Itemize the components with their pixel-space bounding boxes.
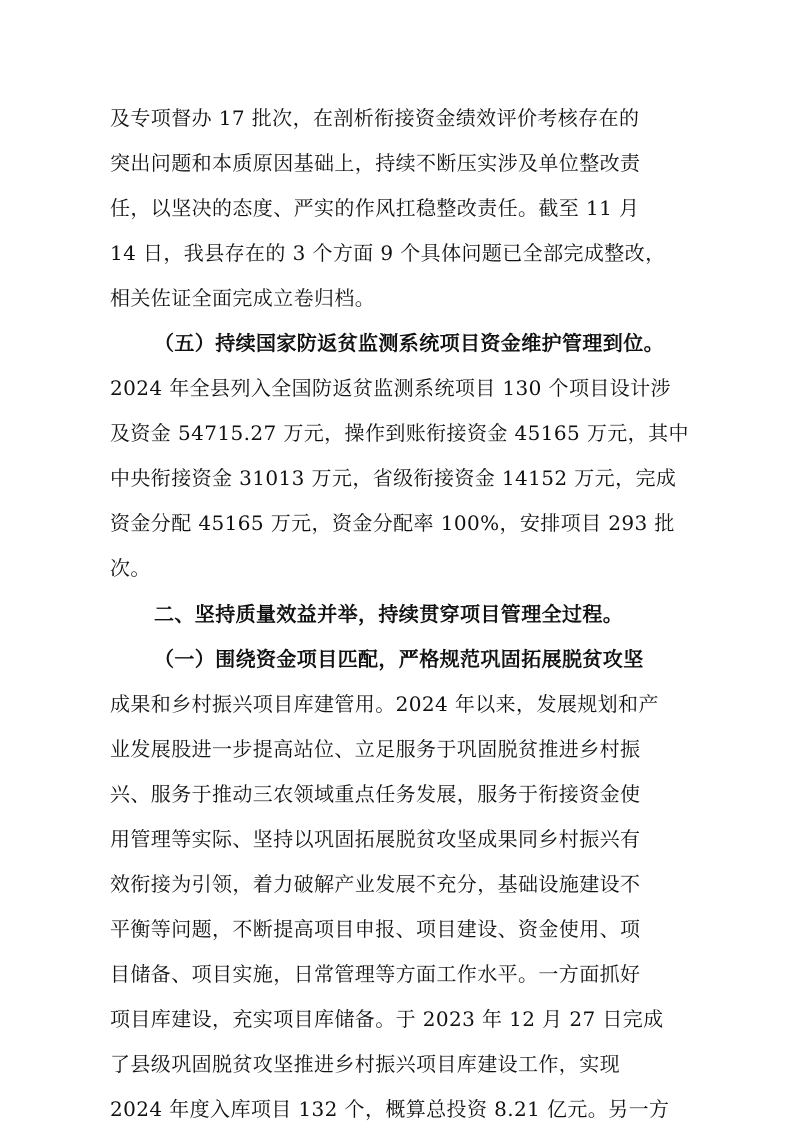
section-heading: 二、坚持质量效益并举，持续贯穿项目管理全过程。 bbox=[154, 602, 624, 626]
paragraph-line: 业发展股进一步提高站位、立足服务于巩固脱贫推进乡村振 bbox=[110, 737, 641, 761]
paragraph-line: 突出问题和本质原因基础上，持续不断压实涉及单位整改责 bbox=[110, 151, 641, 175]
paragraph-line: 资金分配 45165 万元，资金分配率 100%，安排项目 293 批 bbox=[110, 511, 675, 535]
paragraph-line: 目储备、项目实施，日常管理等方面工作水平。一方面抓好 bbox=[110, 962, 641, 986]
paragraph-line: 次。 bbox=[110, 556, 151, 580]
paragraph-line: 平衡等问题，不断提高项目申报、项目建设、资金使用、项 bbox=[110, 917, 641, 941]
paragraph-line: 兴、服务于推动三农领域重点任务发展，服务于衔接资金使 bbox=[110, 782, 641, 806]
paragraph-line: 2024 年全县列入全国防返贫监测系统项目 130 个项目设计涉 bbox=[110, 376, 671, 400]
paragraph-line: 任，以坚决的态度、严实的作风扛稳整改责任。截至 11 月 bbox=[110, 196, 640, 220]
paragraph-line: 相关佐证全面完成立卷归档。 bbox=[110, 286, 376, 310]
paragraph-line: 成果和乡村振兴项目库建管用。2024 年以来，发展规划和产 bbox=[110, 692, 659, 716]
paragraph-line: 效衔接为引领，着力破解产业发展不充分，基础设施建设不 bbox=[110, 872, 641, 896]
paragraph-line: 及专项督办 17 批次，在剖析衔接资金绩效评价考核存在的 bbox=[110, 106, 640, 130]
paragraph-line: 了县级巩固脱贫攻坚推进乡村振兴项目库建设工作，实现 bbox=[110, 1052, 620, 1076]
subsection-heading: （一）围绕资金项目匹配，严格规范巩固拓展脱贫攻坚 bbox=[154, 647, 644, 671]
paragraph-line: 中央衔接资金 31013 万元，省级衔接资金 14152 万元，完成 bbox=[110, 466, 677, 490]
subsection-heading: （五）持续国家防返贫监测系统项目资金维护管理到位。 bbox=[154, 331, 664, 355]
paragraph-line: 2024 年度入库项目 132 个，概算总投资 8.21 亿元。另一方 bbox=[110, 1097, 670, 1121]
paragraph-line: 项目库建设，充实项目库储备。于 2023 年 12 月 27 日完成 bbox=[110, 1007, 664, 1031]
paragraph-line: 用管理等实际、坚持以巩固拓展脱贫攻坚成果同乡村振兴有 bbox=[110, 827, 641, 851]
paragraph-line: 及资金 54715.27 万元，操作到账衔接资金 45165 万元，其中 bbox=[110, 421, 689, 445]
paragraph-line: 14 日，我县存在的 3 个方面 9 个具体问题已全部完成整改， bbox=[110, 241, 666, 265]
